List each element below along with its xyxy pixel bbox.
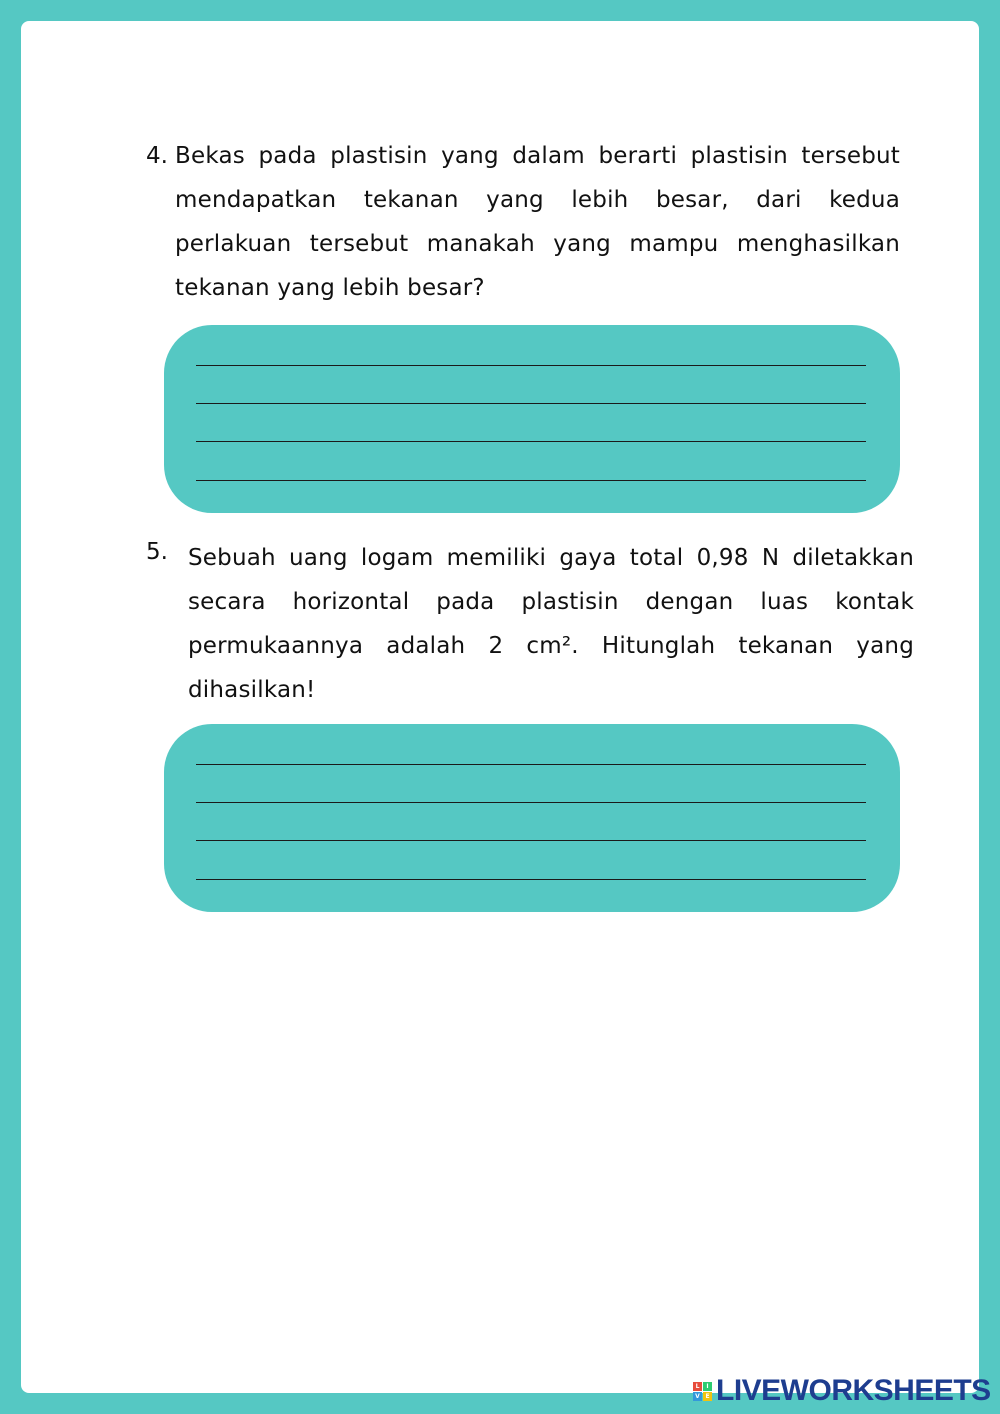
answer-line: [196, 365, 866, 366]
question-5-number: 5.: [146, 539, 168, 565]
question-4: [146, 134, 900, 310]
answer-line: [196, 403, 866, 404]
question-4-text: Bekas pada plastisin yang dalam berarti plastisin tersebut mendapatkan tekanan yang lebih besar, dari kedua perlakuan tersebut manakah yang mampu menghasilkan tekanan yang lebih besar?: [175, 143, 900, 301]
answer-box-4[interactable]: [164, 325, 900, 513]
logo-icon-letter-e: E: [703, 1392, 712, 1401]
answer-line: [196, 840, 866, 841]
answer-line: [196, 441, 866, 442]
answer-line: [196, 480, 866, 481]
logo-icon-letter-i: I: [703, 1382, 712, 1391]
liveworksheets-logo: [693, 1376, 991, 1406]
question-5: [146, 536, 914, 712]
question-4-number: 4.: [146, 143, 168, 169]
answer-box-5[interactable]: [164, 724, 900, 912]
logo-icon-letter-v: V: [693, 1392, 702, 1401]
answer-line: [196, 764, 866, 765]
liveworksheets-logo-text: LIVEWORKSHEETS: [716, 1374, 991, 1407]
question-5-text: Sebuah uang logam memiliki gaya total 0,98 N diletakkan secara horizontal pada plastisin dengan luas kontak permukaannya adalah 2 cm². Hitunglah tekanan yang dihasilkan!: [188, 545, 914, 703]
answer-line: [196, 802, 866, 803]
logo-icon-letter-l: L: [693, 1382, 702, 1391]
answer-line: [196, 879, 866, 880]
liveworksheets-logo-icon: [693, 1382, 712, 1401]
